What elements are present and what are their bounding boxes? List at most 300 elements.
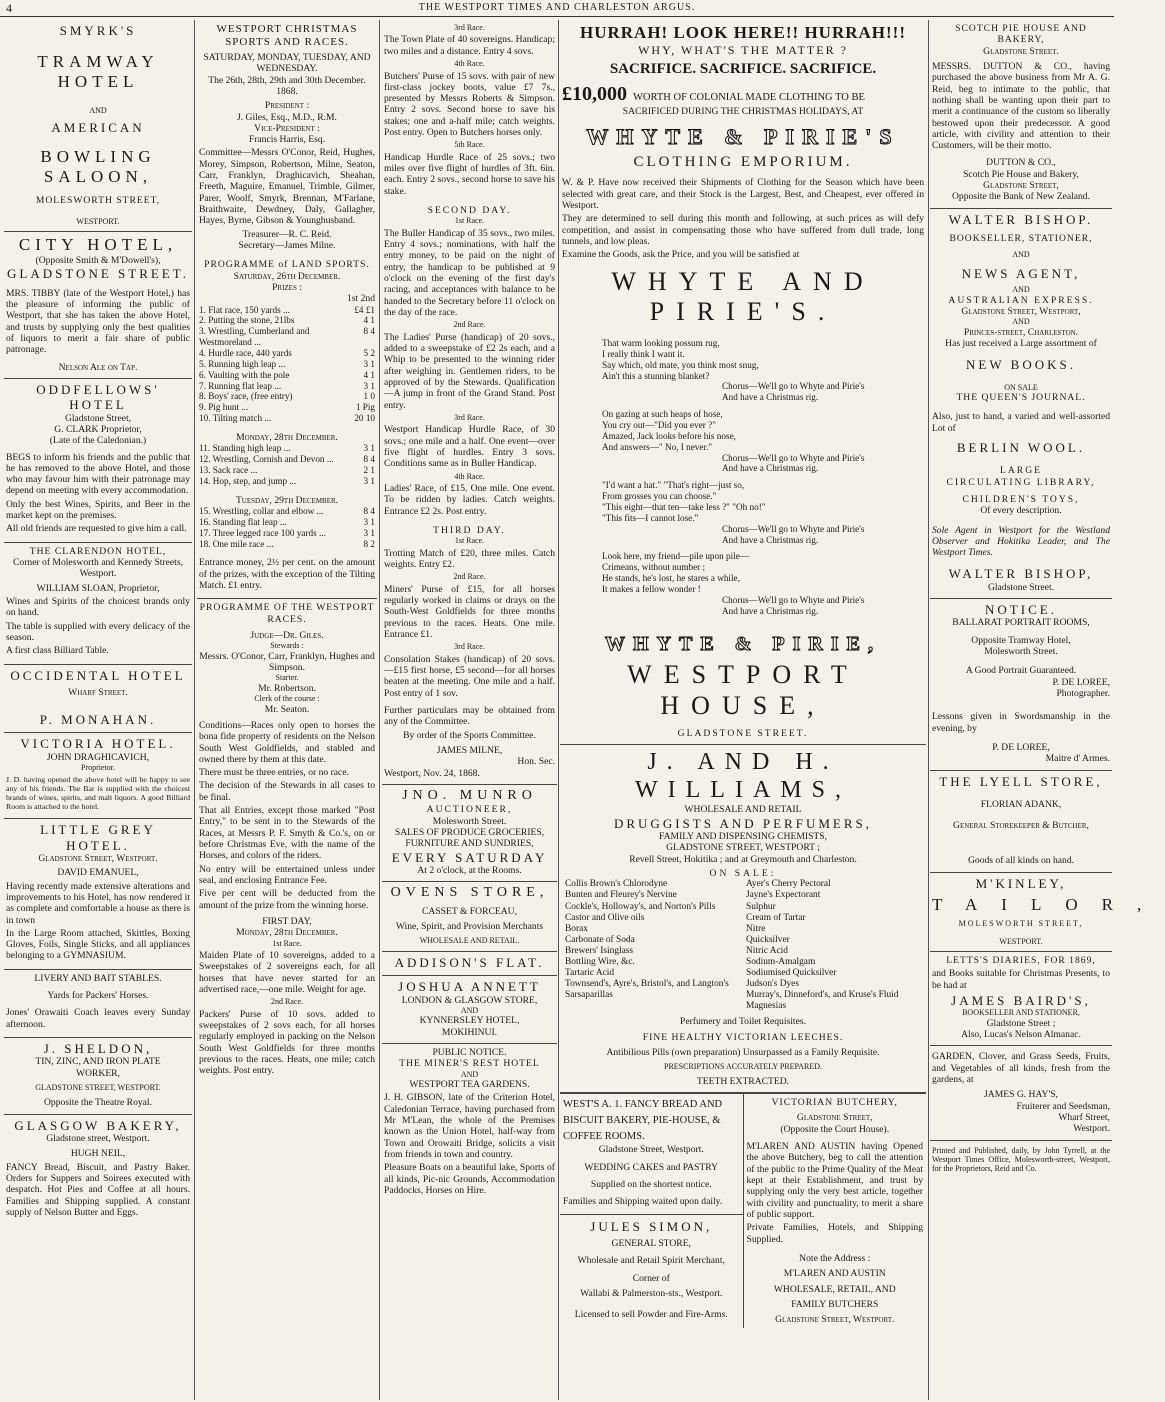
- poem-line: Ain't this a stunning blanket?: [602, 370, 710, 381]
- wests-bakery-ad: [560, 1094, 744, 1328]
- ad-text: Also, Lucas's Nelson Almanac.: [961, 1029, 1081, 1041]
- event-prizes: 3 1: [363, 516, 375, 527]
- ad-text: At 2 o'clock, at the Rooms.: [417, 865, 522, 877]
- event-prizes: 3 1: [363, 527, 375, 538]
- poem-line: And have a Christmas rig.: [722, 534, 819, 545]
- ad-body: Conditions—Races only open to horses the bona fide property of residents on the Nelson South West Goldfields, and stabled and owned there by them at this date.: [199, 719, 375, 765]
- ad-body: Further particulars may be obtained from any of the Committee.: [384, 705, 555, 728]
- poem-line: On gazing at such heaps of hose,: [602, 409, 723, 420]
- ad-text: Hon. Sec.: [517, 756, 555, 768]
- ad-text: KYNNERSLEY HOTEL,: [419, 1015, 520, 1027]
- ad-body: MRS. TIBBY (late of the Westport Hotel,) has the pleasure of informing the public of Westport, that she has taken the above Hotel, and trusts by supplying only the best qualities of liquors to merit a fair share of public patronage.: [6, 287, 190, 356]
- ad-text: CHILDREN'S TOYS,: [962, 493, 1080, 505]
- ad-text: Nelson Ale on Tap.: [58, 361, 138, 373]
- ad-body: Pleasure Boats on a beautiful lake, Sports of all kinds, Pic-nic Grounds, Accommodation Paddocks, Horses on Hire.: [384, 1162, 555, 1196]
- sale-item: Brewers' Isinglass: [565, 945, 634, 956]
- event-row: [199, 326, 375, 348]
- prize-header: 1st 2nd: [347, 293, 375, 305]
- poem-line: Chorus—We'll go to Whyte and Pirie's: [722, 523, 865, 534]
- ad-text: WEDDING CAKES and PASTRY: [584, 1161, 719, 1173]
- ad-text: Opposite Tramway Hotel,: [971, 634, 1071, 646]
- ad-heading: TAILOR,: [932, 895, 1165, 915]
- ad-text: Yards for Packers' Horses.: [47, 990, 149, 1002]
- hays-seedsman-ad: [930, 1046, 1112, 1140]
- ad-body: Lessons given in Swordsmanship in the evening, by: [932, 711, 1110, 734]
- ad-text: Francis Harris, Esq.: [248, 134, 326, 146]
- ad-text: Gladstone Street, Westport.: [598, 1144, 704, 1156]
- ad-heading: SMYRK'S: [59, 23, 137, 38]
- poem-line: It makes a fellow wonder !: [602, 584, 701, 595]
- ad-text: Secretary—James Milne.: [238, 239, 336, 251]
- ad-heading: VICTORIA HOTEL.: [20, 736, 176, 752]
- ad-body: Entrance money, 2½ per cent. on the amount of the prizes, with the exception of the Tilting Match. £1 entry.: [199, 557, 375, 592]
- poem-line: Chorus—We'll go to Whyte and Pirie's: [722, 452, 865, 463]
- event-prizes: 3 1: [363, 443, 375, 454]
- ad-text: 2nd Race.: [453, 320, 486, 330]
- ad-body: Committee—Messrs O'Conor, Reid, Hughes, Morey, Simpson, Robertson, Milne, Seaton, Carr, Franklyn, Draghicavich, Sheahan, Freeth, Maguire, Emanuel, Trimble, Gilmer, Parer, Woolf, Smyrk, Brennan, M'Farlane, Braithwaite, Dewdney, Daly, Gallagher, Hayes, Byrne, Gibson & Younghusband.: [199, 147, 375, 227]
- ad-body: The table is supplied with every delicacy of the season.: [6, 620, 190, 643]
- column-3: [382, 20, 557, 1400]
- ad-text: CIRCULATING LIBRARY,: [946, 476, 1096, 488]
- ad-body: There must be three entries, or no race.: [199, 767, 349, 779]
- ad-heading: LIVERY AND BAIT STABLES.: [34, 972, 162, 984]
- event-list: [199, 305, 375, 424]
- ad-text: AUCTIONEER,: [426, 804, 513, 816]
- ad-body: In the Large Room attached, Skittles, Boxing Gloves, Foils, Single Sticks, and all appliances belonging to a GYMNASIUM.: [6, 927, 190, 962]
- ad-text: DAVID EMANUEL,: [57, 867, 139, 879]
- ad-text: TIN, ZINC, AND IRON PLATE: [35, 1056, 161, 1068]
- ad-heading: PROGRAMME OF THE WESTPORT RACES.: [199, 602, 375, 625]
- ad-heading: WESTPORT CHRISTMAS SPORTS AND RACES.: [216, 23, 358, 48]
- ad-body: The Buller Handicap of 35 sovs., two miles. Entry 4 sovs.; nominations, with half the entry money, to be paid on the night of entry, the handicap to be published at 9 o'clock on the evening of the first day's racing, and acceptances with balance to be handed to the Secretary before 11 o'clock on the day of the race.: [384, 227, 555, 318]
- ad-text: AND: [460, 1069, 479, 1079]
- ad-text: MOLESWORTH STREET,: [958, 919, 1084, 929]
- column-rule: [194, 20, 195, 1400]
- ad-text: M'LAREN AND AUSTIN: [783, 1268, 886, 1280]
- ad-body: Jones' Orawaiti Coach leaves every Sunday afternoon.: [6, 1007, 190, 1030]
- ad-body: Wines and Spirits of the choicest brands only on hand.: [6, 595, 190, 619]
- ad-body: The Ladies' Purse (handicap) of 20 sovs., added to a sweepstake of £2 2s each, and a Whip to be presented to the winning rider after weighing in. Gentlemen riders, to be approved of by the Stewards. Qualification—A jump in front of the Grand Stand. Post entry.: [384, 331, 555, 411]
- ad-text: Gladstone Street ;: [986, 1017, 1056, 1029]
- event-row: [199, 413, 375, 424]
- column-rule: [558, 20, 559, 1400]
- poem-line: Amazed, Jack looks before his nose,: [602, 430, 736, 441]
- victoria-hotel-ad: [4, 733, 192, 819]
- ad-body: Ladies' Race, of £15. One mile. One event. To be ridden by ladies. Catch weights. Entrance £2 2s. Post entry.: [384, 483, 555, 517]
- poem-line: Say which, old mate, you think most snug,: [602, 359, 759, 370]
- event-row: [199, 443, 375, 454]
- ad-heading: BOWLING SALOON,: [40, 147, 156, 187]
- glasgow-bakery-ad: [4, 1115, 192, 1226]
- ad-text: WESTPORT TEA GARDENS.: [409, 1079, 530, 1091]
- poem-line: That warm looking possum rug,: [602, 337, 720, 348]
- sale-item: Tartaric Acid: [565, 968, 615, 979]
- event-name: 15. Wrestling, collar and elbow ...: [199, 506, 324, 517]
- poem-line: From grosses you can choose.": [602, 491, 717, 502]
- ad-heading: OCCIDENTAL HOTEL: [10, 667, 186, 683]
- event-row: [199, 476, 375, 487]
- poem-line: I really think I want it.: [602, 348, 685, 359]
- poem-line: Chorus—We'll go to Whyte and Pirie's: [722, 381, 865, 392]
- ad-body: FANCY Bread, Biscuit, and Pastry Baker. Orders for Suppers and Soirees executed with despatch. Hot Pies and Coffee at all hours. Families and Shipping supplied. A constant supply of Nelson Butter and Eggs.: [6, 1161, 190, 1218]
- ad-text: Licensed to sell Powder and Fire-Arms.: [574, 1309, 728, 1321]
- ad-text: PRESCRIPTIONS ACCURATELY PREPARED.: [664, 1062, 822, 1072]
- ad-text: J. Giles, Esq., M.D., R.M.: [237, 111, 337, 123]
- addisons-flat-ad: [382, 952, 557, 976]
- imprint: [930, 1141, 1112, 1181]
- ad-text: 5th Race.: [454, 140, 485, 150]
- poem-line: Chorus—We'll go to Whyte and Pirie's: [722, 594, 865, 605]
- ad-body: Having recently made extensive alterations and improvements to his Hotel, has now rendered it as complete and comfortable a house as there is in town: [6, 880, 190, 926]
- mkinley-tailor-ad: [930, 873, 1165, 952]
- ad-text: Wholesale and Retail Spirit Merchant,: [577, 1255, 725, 1267]
- ad-heading: NOTICE.: [985, 602, 1057, 618]
- ad-body: Butchers' Purse of 15 sovs. with pair of new first-class jockey boots, value £7 7s., presented by Messrs Roberts & Simpson. Entry 2 sovs. Second horse to save his stakes; one and a-half mile; catch weights. Post entry. Open to Butchers horses only.: [384, 70, 555, 139]
- ad-text: G. CLARK Proprietor,: [54, 423, 142, 435]
- amount: £10,000: [562, 82, 627, 105]
- event-row: [199, 348, 375, 359]
- ad-text: SALES OF PRODUCE GROCERIES, FURNITURE AND SUNDRIES,: [394, 827, 545, 850]
- ad-text: Wharf Street,: [1058, 1111, 1110, 1123]
- event-prizes: 20 10: [354, 413, 375, 424]
- ad-text: EVERY SATURDAY: [391, 849, 548, 865]
- ad-text: Messrs. O'Conor, Carr, Franklyn, Hughes and Simpson.: [199, 650, 375, 674]
- ad-body: Handicap Hurdle Race of 25 sovs.; two miles over five flight of hurdles of 3ft. 6in. each. Entry 2 sovs., second horse to save his stake.: [384, 151, 555, 197]
- little-grey-hotel-ad: [4, 819, 192, 969]
- ad-text: Gladstone Street,: [64, 412, 132, 424]
- ad-text: 2nd Race.: [453, 572, 486, 582]
- ad-text: Wallabi & Palmerston-sts., Westport.: [580, 1287, 723, 1299]
- ad-body: Trotting Match of £20, three miles. Catch weights. Entry £2.: [384, 547, 555, 571]
- event-row: [199, 391, 375, 402]
- ad-text: WHY, WHAT'S THE MATTER ?: [638, 43, 848, 58]
- ad-body: Sole Agent in Westport for the Westland Observer and Hokitika Leader, and The Westport Times.: [932, 524, 1110, 559]
- ad-body: Examine the Goods, ask the Price, and you will be satisfied at: [562, 249, 800, 261]
- poem-line: You cry out—"Did you ever ?": [602, 419, 716, 430]
- poem-line: "This fits—I cannot lose.": [602, 512, 699, 523]
- bottom-ads: [560, 1093, 926, 1328]
- livery-stables-ad: [4, 970, 192, 1038]
- ad-text: 1st Race.: [454, 216, 485, 226]
- ad-text: Gladstone Street,: [983, 180, 1059, 192]
- ad-text: Mr. Robertson.: [258, 682, 316, 694]
- column-1: [4, 20, 192, 1400]
- ad-text: Supplied on the shortest notice.: [590, 1179, 712, 1191]
- ad-text: LONDON & GLASGOW STORE,: [401, 994, 538, 1006]
- ad-heading: THIRD DAY.: [433, 525, 506, 536]
- ad-heading: TRAMWAY HOTEL: [37, 52, 159, 92]
- sale-item: Collis Brown's Chlorodyne: [565, 879, 668, 890]
- sale-item: Murray's, Dinneford's, and Kruse's Fluid Magnesias: [746, 990, 899, 1012]
- munro-ad: [382, 785, 557, 882]
- ad-text: Monday, 28th December.: [236, 927, 338, 939]
- sale-item: Ayer's Cherry Pectoral: [746, 879, 831, 890]
- event-row: [199, 315, 375, 326]
- event-name: 7. Running flat leap ...: [199, 380, 282, 391]
- ad-heading: AMERICAN: [51, 119, 145, 135]
- ad-text: Stewards :: [270, 641, 304, 651]
- ad-body: W. & P. Have now received their Shipments of Clothing for the Season which have been selected with great care, and their Stock is the Largest, Best, and Cheapest, ever offered in Westport.: [562, 177, 924, 212]
- event-name: 5. Running high leap ...: [199, 358, 286, 369]
- ad-text: ON SALE:: [709, 868, 777, 880]
- williams-druggists-ad: [560, 745, 926, 1093]
- ad-heading: GLASGOW BAKERY,: [14, 1117, 182, 1133]
- ad-body: MESSRS. DUTTON & CO., having purchased the above business from Mr A. G. Reid, beg to intimate to the public, that nothing shall be wanting upon their part to merit a continuance of the custom so liberally bestowed upon their predecessor. A good article, with civility and attention to their Customers, will be their motto.: [932, 60, 1110, 152]
- sale-item: Bottling Wire, &c.: [565, 957, 635, 968]
- ad-text: Goods of all kinds on hand.: [967, 855, 1075, 867]
- ad-text: (Opposite Smith & M'Dowell's),: [35, 255, 161, 267]
- ad-text: A Good Portrait Guaranteed.: [965, 665, 1077, 677]
- ad-text: Maitre d' Armes.: [1045, 753, 1110, 765]
- poem-line: Crimeans, without number ;: [602, 562, 706, 573]
- ad-text: AND: [1012, 250, 1030, 260]
- ad-text: Wine, Spirit, and Provision Merchants: [395, 921, 544, 933]
- ad-heading: VICTORIAN BUTCHERY,: [771, 1097, 898, 1109]
- ad-text: FAMILY AND DISPENSING CHEMISTS,: [658, 831, 827, 843]
- ad-body: J. D. having opened the above hotel will be happy to see any of his friends. The Bar is supplied with the choicest brands of wines, spirits, and malt liquors. A good Billiard Room is attached to the hotel.: [6, 774, 190, 812]
- ad-text: Revell Street, Hokitika ; and at Greymouth and Charleston.: [629, 853, 857, 865]
- ad-heading: J. AND H. WILLIAMS,: [635, 748, 851, 804]
- sale-item: Cream of Tartar: [746, 912, 806, 923]
- ad-text: WALTER BISHOP,: [948, 566, 1094, 582]
- ad-text: Opposite the Bank of New Zealand.: [951, 191, 1090, 203]
- ad-text: MOKIHINUI.: [441, 1026, 498, 1038]
- ad-heading: JULES SIMON,: [590, 1218, 713, 1234]
- ad-text: President :: [264, 100, 310, 112]
- column-5: [930, 20, 1165, 1400]
- ad-text: WORTH OF COLONIAL MADE CLOTHING TO BE: [633, 91, 865, 103]
- ad-text: 1868.: [276, 85, 298, 97]
- ad-text: FLORIAN ADANK,: [980, 798, 1062, 810]
- event-list: [199, 443, 375, 486]
- land-sports-programme: [197, 256, 377, 599]
- event-name: 18. One mile race ...: [199, 538, 274, 549]
- joshua-annett-ad: [382, 976, 557, 1044]
- event-prizes: £4 £1: [354, 304, 375, 315]
- ad-text: THE QUEEN'S JOURNAL.: [956, 391, 1086, 403]
- event-prizes: 3 1: [363, 380, 375, 391]
- victorian-butchery-ad: [744, 1094, 927, 1328]
- ad-text: AND: [89, 106, 107, 116]
- ad-text: Fruiterer and Seedsman,: [1016, 1100, 1110, 1112]
- ad-text: Antibilious Pills (own preparation) Unsurpassed as a Family Requisite.: [606, 1047, 880, 1059]
- ad-text: Proprietor.: [81, 763, 115, 773]
- walter-bishop-ad: [930, 209, 1112, 599]
- event-prizes: 8 4: [363, 326, 375, 337]
- ad-text: 3rd Race.: [454, 23, 485, 32]
- page-number: 4: [6, 1, 13, 15]
- event-row: [199, 506, 375, 517]
- poem-line: And have a Christmas rig.: [722, 392, 819, 403]
- ad-heading: CITY HOTEL,: [18, 235, 178, 255]
- ad-body: The Town Plate of 40 sovereigns. Handicap; two miles and a distance. Entry 4 sovs.: [384, 34, 555, 57]
- ad-heading: THE LYELL STORE,: [939, 773, 1103, 789]
- scotch-pie-house-ad: [930, 20, 1112, 209]
- ad-text: JAMES G. HAY'S,: [984, 1089, 1058, 1101]
- ad-text: GLADSTONE STREET.: [677, 727, 809, 739]
- ad-heading: OVENS STORE,: [390, 885, 549, 901]
- ad-text: BOOKSELLER AND STATIONER,: [962, 1008, 1080, 1018]
- event-prizes: 4 1: [363, 315, 375, 326]
- poem-line: And answers—" No, I never.": [602, 441, 713, 452]
- event-prizes: 3 1: [363, 358, 375, 369]
- sale-item: Judson's Dyes: [746, 979, 799, 990]
- sale-lists: [562, 879, 924, 1012]
- ad-text: WHOLESALE, RETAIL, AND: [773, 1283, 896, 1295]
- event-name: 12. Wrestling, Cornish and Devon ...: [199, 454, 334, 465]
- ad-body: Miners' Purse of £15, for all horses regularly worked in claims or drays on the South-West Goldfields for three months previous to the races. Heats. One mile. Entrance £1.: [384, 583, 555, 641]
- city-hotel-ad: [4, 232, 192, 379]
- ad-body: Only the best Wines, Spirits, and Beer in the market kept on the premises.: [6, 498, 190, 522]
- event-name: 16. Standing flat leap ...: [199, 516, 287, 527]
- ad-body: A first class Billiard Table.: [6, 645, 109, 657]
- ad-text: Prizes :: [272, 281, 302, 293]
- event-prizes: 8 2: [363, 538, 375, 549]
- ad-text: P. DE LOREE,: [992, 741, 1050, 753]
- ad-text: Perfumery and Toilet Requisites.: [680, 1016, 806, 1028]
- ad-text: Molesworth Street.: [432, 815, 507, 827]
- ad-text: 4th Race.: [454, 471, 485, 481]
- ad-body: BEGS to inform his friends and the public that he has removed to the above Hotel, and those who may favour him with their patronage may depend on meeting with every accommodation.: [6, 451, 190, 497]
- ad-heading: PROGRAMME of LAND SPORTS.: [204, 259, 370, 271]
- ad-text: BERLIN WOOL.: [956, 439, 1086, 455]
- event-prizes: 1 0: [363, 391, 375, 402]
- ad-text: WILLIAM SLOAN, Proprietor,: [36, 582, 160, 594]
- ad-text: WHOLESALE AND RETAIL: [684, 804, 802, 816]
- ad-body: No entry will be entertained unless under seal, and enclosing Entrance Fee.: [199, 863, 375, 886]
- ad-text: WHOLESALE AND RETAIL.: [419, 936, 520, 946]
- ad-body: J. H. GIBSON, late of the Criterion Hotel, Caledonian Terrace, having purchased from Mr M'Lean, the whole of the Premises known as the Union Hotel, half-way from Town and Orowaiti Bridge, solicits a visit from friends in town and country.: [384, 1092, 555, 1160]
- ad-text: JAMES BAIRD'S,: [951, 992, 1091, 1008]
- ad-text: Monday, 28th December.: [236, 431, 338, 443]
- event-prizes: 3 1: [363, 475, 375, 486]
- ad-text: Corner of Molesworth and Kennedy Streets, Westport.: [13, 557, 183, 580]
- ad-heading: FIRST DAY,: [262, 915, 312, 927]
- ad-heading: JNO. MUNRO: [402, 787, 537, 803]
- sale-item: Cockle's, Holloway's, and Norton's Pills: [565, 901, 716, 912]
- sale-item: Jayne's Expectorant: [746, 890, 821, 901]
- lyell-store-ad: [930, 771, 1112, 873]
- ad-body: They are determined to sell during this month and following, at such prices as will defy competition, and assist in compensating those who have suffered from dull trade, long tunnels, and low pleas.: [562, 213, 924, 247]
- ad-text: Gladstone Street.: [987, 581, 1055, 593]
- ovens-store-ad: [382, 882, 557, 952]
- event-prizes: 8 4: [363, 506, 375, 517]
- event-row: [199, 359, 375, 370]
- ad-heading: J. SHELDON,: [43, 1041, 153, 1057]
- event-row: [199, 381, 375, 392]
- ad-text: 1st Race.: [454, 536, 485, 546]
- ad-text: AND: [1012, 317, 1030, 327]
- ad-body: Families and Shipping waited upon daily.: [563, 1196, 723, 1208]
- ad-text: The 26th, 28th, 29th and 30th December.: [208, 74, 366, 86]
- event-row: [199, 517, 375, 528]
- amount-line: [562, 83, 924, 107]
- event-name: 3. Wrestling, Cumberland and Westmoreland ...: [199, 326, 310, 348]
- ad-text: GLADSTONE STREET.: [7, 266, 189, 282]
- ad-body: All old friends are requested to give him a call.: [6, 523, 187, 535]
- event-name: 1. Flat race, 150 yards ...: [199, 304, 290, 315]
- clarendon-hotel-ad: [4, 543, 192, 665]
- races-continued: [382, 20, 557, 785]
- event-row: [199, 370, 375, 381]
- sale-list-right: [743, 879, 924, 1012]
- ad-text: NEW BOOKS.: [966, 357, 1076, 373]
- ad-text: Gladstone Street, Westport.: [38, 852, 158, 864]
- ad-text: General Storekeeper & Butcher,: [953, 820, 1089, 832]
- ad-heading: PUBLIC NOTICE.: [432, 1046, 507, 1058]
- ad-text: FINE HEALTHY VICTORIAN LEECHES.: [642, 1031, 844, 1043]
- column-4: [560, 20, 926, 1400]
- ad-heading: JOSHUA ANNETT: [398, 979, 541, 995]
- column-2: [197, 20, 377, 1400]
- ad-body: Packers' Purse of 10 sovs. added to sweepstakes of 2 sovs each, for all horses regularly employed in packing on the Nelson South West Goldfields for three months previous to the races. Heats, one mile; catch weights. Post entry.: [199, 1008, 375, 1077]
- ad-text: MOLESWORTH STREET,: [35, 195, 161, 207]
- ad-text: CASSET & FORCEAU,: [422, 905, 517, 917]
- ad-text: SACRIFICED DURING THE CHRISTMAS HOLIDAYS, AT: [622, 106, 864, 118]
- ad-body: GARDEN, Clover, and Grass Seeds, Fruits, and Vegetables of all kinds, fresh from the gardens, at: [932, 1051, 1110, 1085]
- ad-heading: SCOTCH PIE HOUSE AND BAKERY,: [955, 23, 1087, 46]
- ad-text: Opposite the Theatre Royal.: [44, 1097, 152, 1109]
- ad-text: GENERAL STORE,: [611, 1238, 691, 1249]
- ad-heading: CLOTHING EMPORIUM.: [633, 153, 853, 170]
- poem-line: "This eight—that ten—take less ?" "Oh no!": [602, 502, 766, 512]
- ad-text: DUTTON & CO.,: [986, 157, 1056, 169]
- ad-text: AND: [460, 1005, 479, 1015]
- ad-body: Also, just to hand, a varied and well-assorted Lot of: [932, 411, 1110, 434]
- ad-heading: BALLARAT PORTRAIT ROOMS,: [952, 617, 1090, 629]
- ad-text: P. MONAHAN.: [39, 712, 157, 728]
- event-row: [199, 465, 375, 476]
- event-prizes: 1 Pig: [355, 402, 375, 413]
- ad-body: Westport Handicap Hurdle Race, of 30 sovs.; one mile and a half. One event—over five flight of hurdles. Entry 3 sovs. Conditions same as in Buller Handicap.: [384, 424, 555, 470]
- poem-line: And have a Christmas rig.: [722, 605, 819, 616]
- ad-text: NEWS AGENT,: [961, 265, 1081, 281]
- poem-line: He stands, he's lost, he stares a while,: [602, 573, 740, 584]
- ad-text: BOOKSELLER, STATIONER,: [949, 233, 1093, 245]
- ad-text: Of every description.: [980, 505, 1062, 517]
- ad-heading: WEST'S A. 1. FANCY BREAD AND BISCUIT BAKERY, PIE-HOUSE, & COFFEE ROOMS.: [563, 1099, 723, 1142]
- ad-text: Princes-street, Charleston.: [963, 326, 1079, 338]
- ad-text: 3rd Race.: [454, 412, 485, 422]
- ad-text: WORKER,: [76, 1067, 120, 1079]
- ad-text: Treasurer—R. C. Reid.: [242, 228, 332, 240]
- ad-heading: SECOND DAY.: [427, 205, 512, 217]
- ad-text: LARGE: [1000, 465, 1042, 477]
- ad-heading: ODDFELLOWS' HOTEL: [36, 381, 160, 413]
- letts-diaries-ad: [930, 952, 1112, 1046]
- ad-text: Mr. Seaton.: [264, 703, 310, 715]
- miners-rest-ad: [382, 1044, 557, 1203]
- ad-text: Gladstone street, Westport.: [46, 1133, 150, 1145]
- ad-text: WESTPORT.: [999, 936, 1043, 946]
- ad-heading: THE CLARENDON HOTEL,: [29, 545, 167, 557]
- ad-text: TEETH EXTRACTED.: [696, 1075, 790, 1087]
- event-name: 11. Standing high leap ...: [199, 443, 291, 454]
- ad-heading: THE MINER'S REST HOTEL: [399, 1058, 540, 1070]
- event-list: [199, 506, 375, 549]
- ad-text: Saturday, 26th December.: [233, 270, 341, 282]
- sale-item: Sodiumised Quicksilver: [746, 968, 837, 979]
- event-prizes: 5 2: [363, 347, 375, 358]
- event-row: [199, 539, 375, 550]
- sports-races-ad: [197, 20, 377, 256]
- event-prizes: 2 1: [363, 464, 375, 475]
- sale-list-left: [562, 879, 743, 1012]
- ad-body: and Books suitable for Christmas Presents, to be had at: [932, 968, 1110, 991]
- event-name: 10. Tilting match ...: [199, 413, 272, 424]
- ad-text: Note the Address :: [799, 1252, 871, 1264]
- poem-line: Look here, my friend—pile upon pile—: [602, 551, 749, 562]
